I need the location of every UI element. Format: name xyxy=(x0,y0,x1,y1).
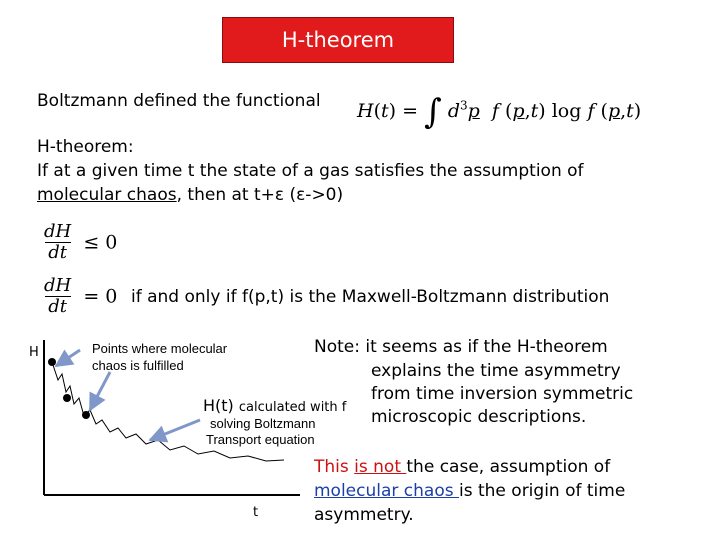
note-line2: explains the time asymmetry xyxy=(371,361,621,381)
conclusion-line3: asymmetry. xyxy=(314,505,414,525)
h-label-2: solving Boltzmann xyxy=(210,416,316,431)
h-label-big: H(t) xyxy=(203,396,234,415)
theorem-heading: H-theorem: xyxy=(37,137,134,157)
theorem-line2-rest: , then at t+ε (ε->0) xyxy=(176,185,344,205)
eq-formula: $\frac{dH}{dt}$ = 0 xyxy=(44,275,118,317)
theorem-line2 xyxy=(37,185,343,205)
intro-text: Boltzmann defined the functional xyxy=(37,91,321,111)
conclusion-this: This xyxy=(314,457,355,477)
chaos-point xyxy=(63,394,71,402)
x-axis-label: t xyxy=(253,505,259,520)
conclusion-rest2: is the origin of time xyxy=(459,481,626,501)
h-label-3: Transport equation xyxy=(206,432,315,447)
molecular-chaos-term: molecular chaos xyxy=(37,185,177,205)
title-box xyxy=(222,17,454,63)
chaos-point xyxy=(82,411,90,419)
chaos-point xyxy=(48,358,56,366)
y-axis-label: H xyxy=(29,345,39,360)
arrow-point-1 xyxy=(56,350,80,366)
arrow-curve xyxy=(150,420,200,440)
note-line4: microscopic descriptions. xyxy=(371,407,587,427)
conclusion-line1 xyxy=(314,457,610,477)
iff-text: if and only if f(p,t) is the Maxwell-Boltzmann distribution xyxy=(131,287,610,307)
conclusion-is-not: is not xyxy=(354,457,407,477)
functional-formula: H(t) = ∫ $d^3p$ f (p,t) log f (p,t) xyxy=(357,92,642,132)
ineq-formula: $\frac{dH}{dt}$ ≤ 0 xyxy=(44,221,118,263)
note-line3: from time inversion symmetric xyxy=(371,384,634,404)
conclusion-rest1: the case, assumption of xyxy=(406,457,611,477)
arrow-point-2 xyxy=(90,372,110,410)
conclusion-molecular-chaos: molecular chaos xyxy=(314,481,459,501)
theorem-line1: If at a given time t the state of a gas satisfies the assumption of xyxy=(37,161,584,181)
conclusion-line2 xyxy=(314,481,625,501)
h-label-small: calculated with f xyxy=(238,400,347,415)
points-label-2: chaos is fulfilled xyxy=(92,358,184,373)
h-label xyxy=(203,396,346,415)
points-label-1: Points where molecular xyxy=(92,341,228,356)
page-title: H-theorem xyxy=(281,28,395,52)
note-line1: Note: it seems as if the H-theorem xyxy=(314,337,608,357)
